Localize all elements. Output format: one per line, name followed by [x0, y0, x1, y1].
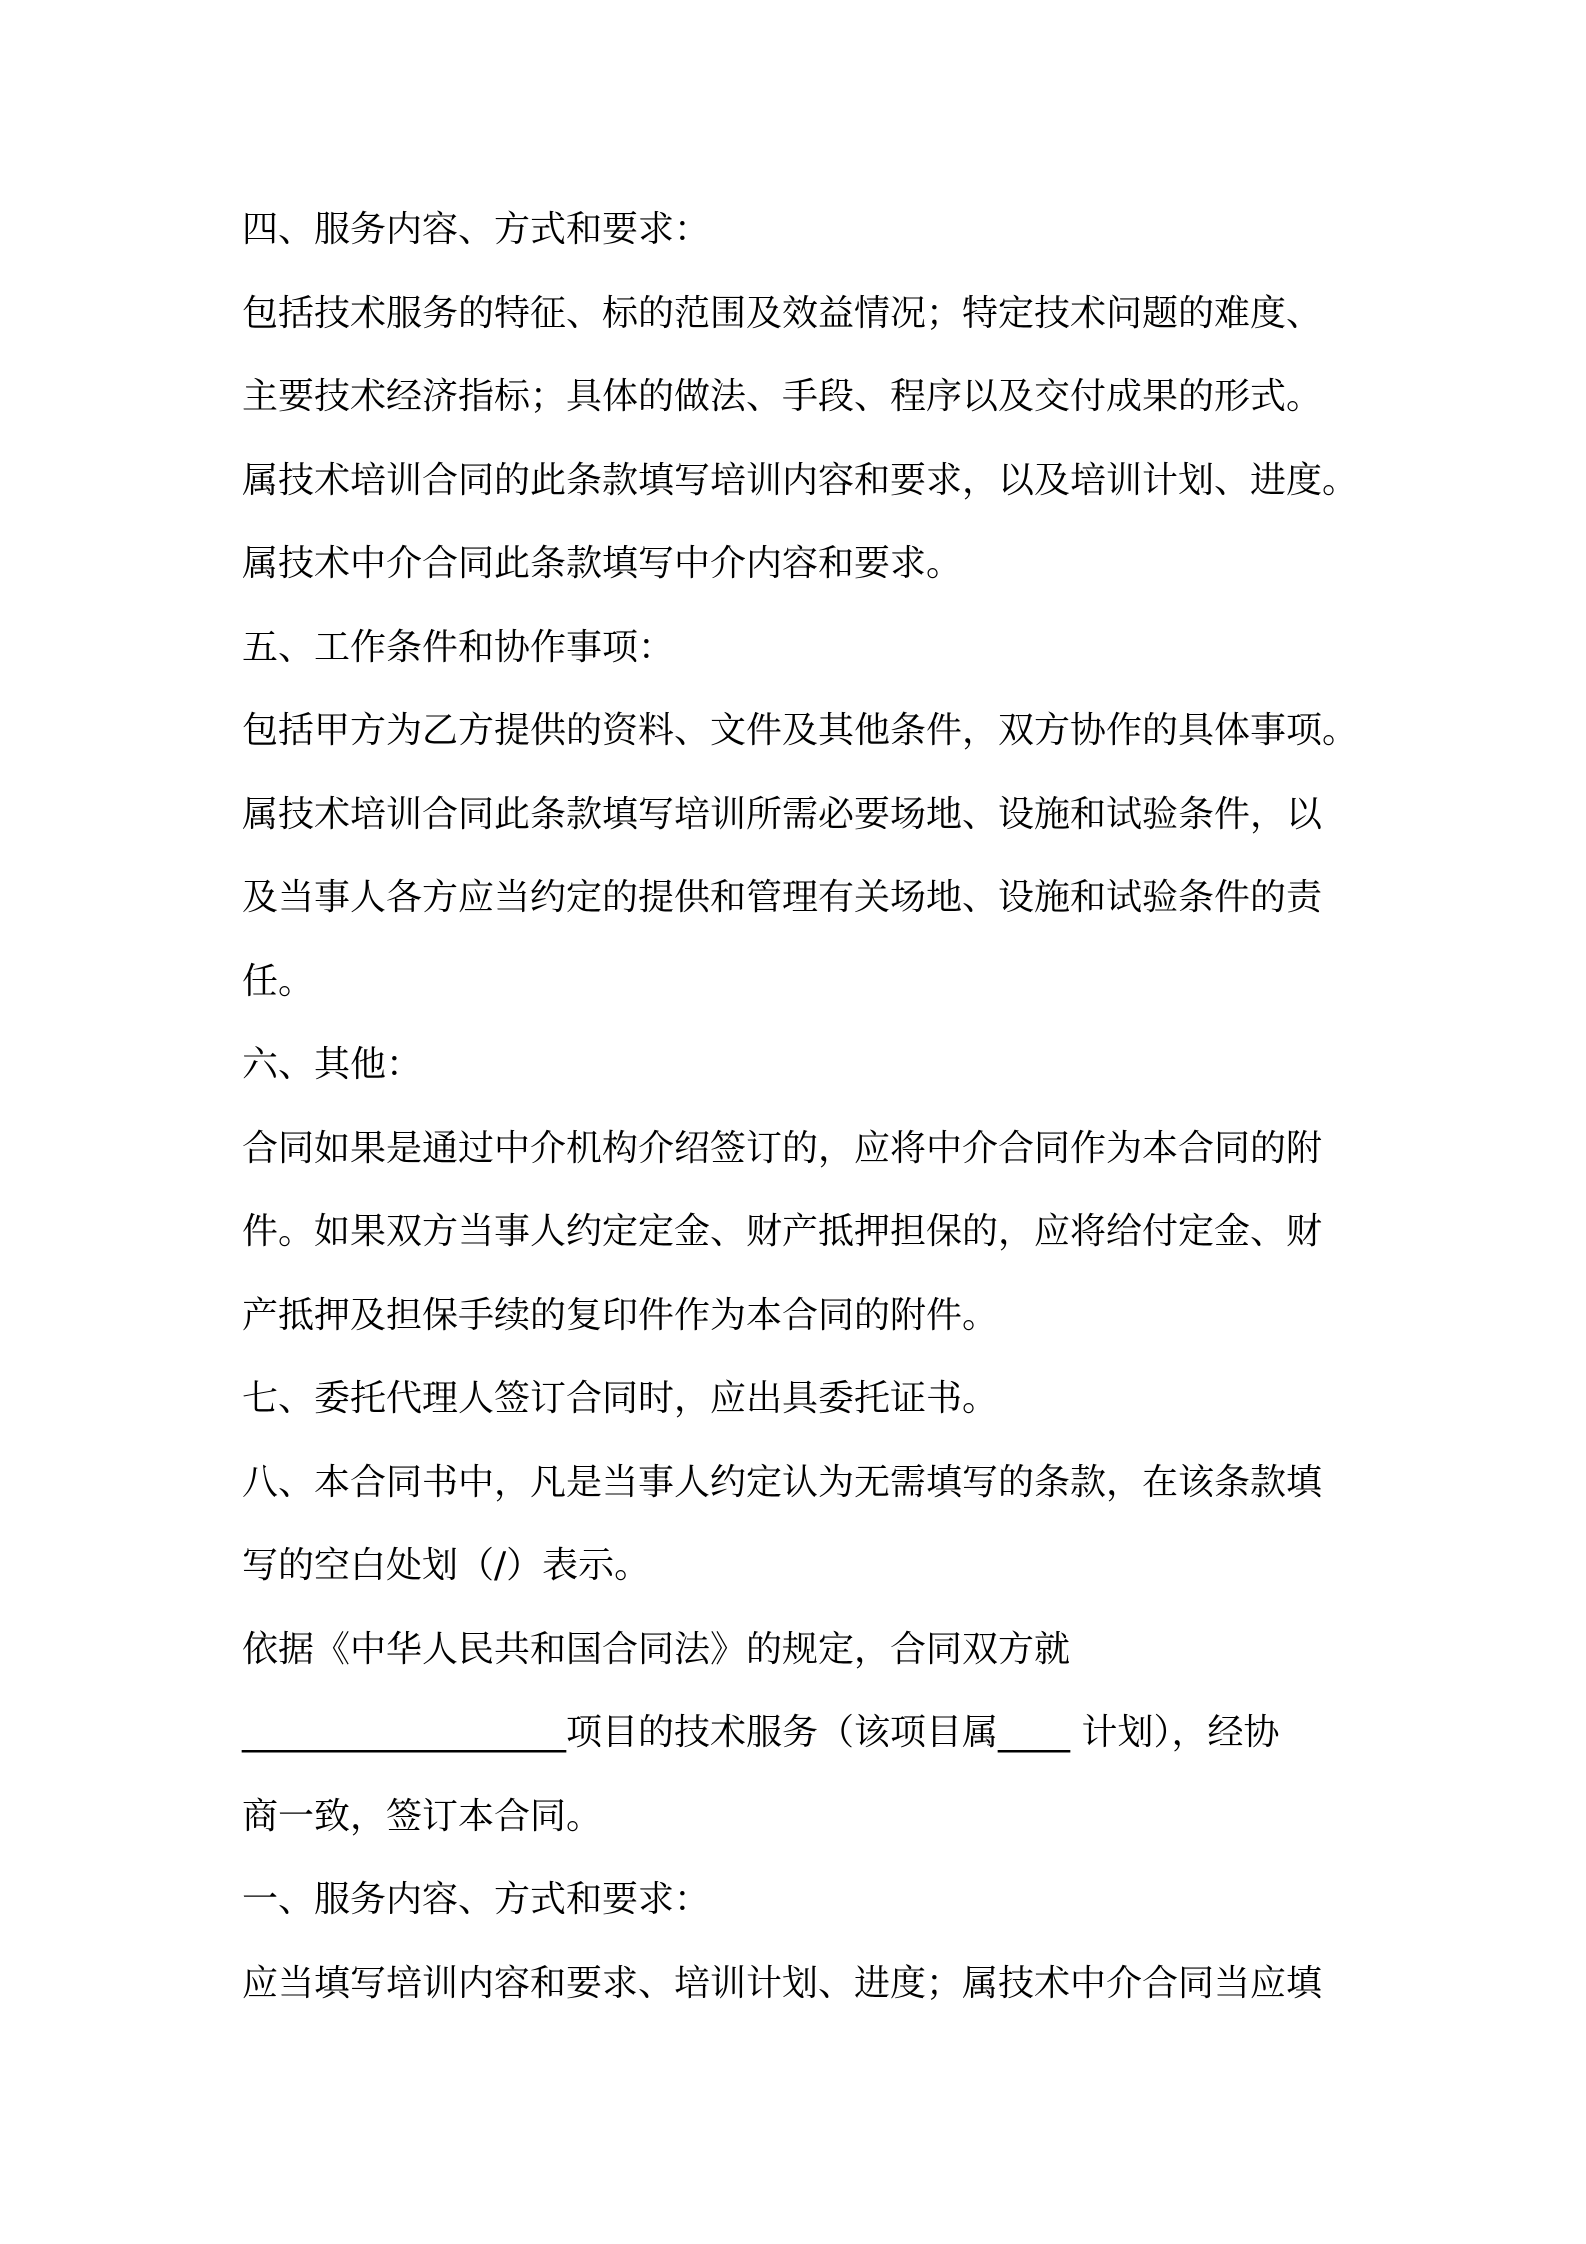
section-heading-1: 一、服务内容、方式和要求：: [242, 1879, 711, 1920]
section-heading-6: 六、其他：: [242, 1044, 423, 1085]
paragraph-line: 包括技术服务的特征、标的范围及效益情况；特定技术问题的难度、: [242, 292, 1323, 334]
paragraph-line: 写的空白处划（/）表示。: [242, 1545, 651, 1586]
paragraph-line: 依据《中华人民共和国合同法》的规定，合同双方就: [242, 1628, 1071, 1670]
paragraph-line: 合同如果是通过中介机构介绍签订的，应将中介合同作为本合同的附: [242, 1127, 1323, 1169]
paragraph-line: 应当填写培训内容和要求、培训计划、进度；属技术中介合同当应填: [242, 1962, 1323, 2004]
paragraph-line: 件。如果双方当事人约定定金、财产抵押担保的，应将给付定金、财: [242, 1211, 1323, 1252]
paragraph-line: 属技术中介合同此条款填写中介内容和要求。: [242, 543, 963, 584]
paragraph-line: 及当事人各方应当约定的提供和管理有关场地、设施和试验条件的责: [242, 877, 1323, 918]
paragraph-line: 包括甲方为乙方提供的资料、文件及其他条件，双方协作的具体事项。: [242, 710, 1359, 751]
paragraph-line: 任。: [242, 960, 315, 1002]
paragraph-line-with-blanks: __________________项目的技术服务（该项目属____ 计划），经协: [242, 1712, 1280, 1753]
paragraph-line: 商一致，签订本合同。: [242, 1795, 603, 1837]
document-body: [242, 200, 1362, 2037]
paragraph-line: 属技术培训合同此条款填写培训所需必要场地、设施和试验条件，以: [242, 793, 1323, 835]
paragraph-line: 产抵押及担保手续的复印件作为本合同的附件。: [242, 1294, 999, 1336]
paragraph-line: 属技术培训合同的此条款填写培训内容和要求，以及培训计划、进度。: [242, 459, 1359, 501]
section-heading-7: 七、委托代理人签订合同时，应出具委托证书。: [242, 1378, 999, 1419]
section-heading-4: 四、服务内容、方式和要求：: [242, 209, 711, 250]
section-heading-8: 八、本合同书中，凡是当事人约定认为无需填写的条款，在该条款填: [242, 1461, 1323, 1503]
paragraph-line: 主要技术经济指标；具体的做法、手段、程序以及交付成果的形式。: [242, 376, 1323, 417]
section-heading-5: 五、工作条件和协作事项：: [242, 626, 675, 668]
